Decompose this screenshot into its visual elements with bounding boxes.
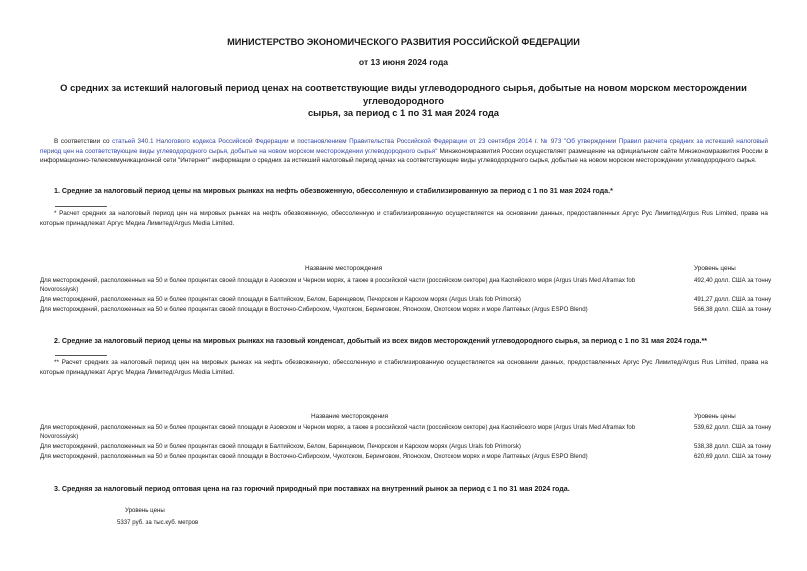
section-3-col-price-header: Уровень цены	[125, 507, 165, 514]
field-name: Для месторождений, расположенных на 50 и более процентах своей площади в Азовском и Черном морях, а также в российской части (российском секторе) дна Каспийского моря (Argus Urals Med Aframax fob Novorossiysk)	[40, 277, 636, 294]
price-value: 538,38 долл. США за тонну	[694, 443, 772, 450]
section-1-heading: 1. Средние за налоговый период цены на мировых рынках на нефть обезвоженную, обессоленную и стабилизированную за период с 1 по 31 мая 2024 года.*	[54, 187, 613, 195]
intro-text-end: Минэкономразвития России осуществляет размещение на официальном сайте Минэкономразвития России в информационно-телекоммуникационной сети "Интернет" информации о средних за истекший налоговый период ценах на соответствующие виды углеводородного сырья, добытые на новом морском месторождении углеводородного сырья.	[40, 147, 768, 165]
document-date: от 13 июня 2024 года	[358, 57, 449, 67]
section-1-col-name-header: Название месторождения	[305, 265, 383, 272]
price-value: 492,40 долл. США за тонну	[694, 277, 772, 284]
footnote-divider-2	[55, 355, 107, 356]
section-2-footnote	[40, 358, 768, 377]
document-title	[40, 82, 767, 120]
tax-code-link[interactable]: статьей 340.1 Налогового кодекса Российской Федерации	[112, 138, 289, 145]
footnote-divider-1	[55, 206, 107, 207]
section-1-footnote	[40, 209, 768, 228]
price-value: 566,38 долл. США за тонну	[694, 306, 772, 313]
gas-price-value: 5337 руб. за тыс.куб. метров	[117, 519, 199, 526]
field-name: Для месторождений, расположенных на 50 и более процентах своей площади в Балтийском, Белом, Баренцевом, Печорском и Карском морях (Argus Urals fob Primorsk)	[40, 296, 521, 303]
price-value: 491,27 долл. США за тонну	[694, 296, 772, 303]
price-value: 620,69 долл. США за тонну	[694, 453, 772, 460]
government-decree-link[interactable]: постановлением Правительства Российской Федерации от 23 сентября 2014 г. № 973 "Об утверждении Правил расчета средних за истекший налоговый период цен на соответствующие виды углеводородного сырья, добытые на новом морском месторождении углеводородного сырья"	[40, 138, 768, 155]
field-name: Для месторождений, расположенных на 50 и более процентах своей площади в Балтийском, Белом, Баренцевом, Печорском и Карском морях (Argus Urals fob Primorsk)	[40, 443, 521, 450]
section-2-heading: 2. Средние за налоговый период цены на мировых рынках на газовый конденсат, добытый из всех видов месторождений углеводородного сырья, за период с 1 по 31 мая 2024 года.**	[54, 337, 707, 345]
intro-paragraph	[40, 137, 768, 166]
field-name: Для месторождений, расположенных на 50 и более процентах своей площади в Азовском и Черном морях, а также в российской части (российском секторе) дна Каспийского моря (Argus Urals Med Aframax fob Novorossiysk)	[40, 424, 636, 441]
section-1-footnote-text: * Расчет средних за налоговый период цен на мировых рынках на нефть обезвоженную, обессоленную и стабилизированную осуществляется на основании данных, предоставленных Аргус Рус Лимитед/Argus Rus Limited, права на которые принадлежат Аргус Медиа Лимитед/Argus Media Limited.	[40, 210, 768, 227]
section-3-heading: 3. Средняя за налоговый период оптовая цена на газ горючий природный при поставках на внутренний рынок за период с 1 по 31 мая 2024 года.	[54, 485, 570, 493]
section-1-col-price-header: Уровень цены	[694, 265, 736, 272]
field-name: Для месторождений, расположенных на 50 и более процентах своей площади в Восточно-Сибирском, Чукотском, Беринговом, Японском, Охотском морях и море Лаптевых (Argus ESPO Blend)	[40, 306, 588, 313]
section-2-col-price-header: Уровень цены	[694, 413, 736, 420]
ministry-name: МИНИСТЕРСТВО ЭКОНОМИЧЕСКОГО РАЗВИТИЯ РОССИЙСКОЙ ФЕДЕРАЦИИ	[227, 37, 580, 47]
field-name: Для месторождений, расположенных на 50 и более процентах своей площади в Восточно-Сибирском, Чукотском, Беринговом, Японском, Охотском морях и море Лаптевых (Argus ESPO Blend)	[40, 453, 588, 460]
intro-text-start: В соответствии со	[54, 138, 113, 145]
intro-text-and: и	[288, 138, 298, 145]
section-2-footnote-text: ** Расчет средних за налоговый период цен на мировых рынках на нефть обезвоженную, обессоленную и стабилизированную осуществляется на основании данных, предоставленных Аргус Рус Лимитед/Argus Rus Limited, права на которые принадлежат Аргус Медиа Лимитед/Argus Media Limited.	[40, 359, 768, 376]
title-line-2: сырья, за период с 1 по 31 мая 2024 года	[307, 107, 500, 118]
section-2-col-name-header: Название месторождения	[311, 413, 389, 420]
title-line-1: О средних за истекший налоговый период ценах на соответствующие виды углеводородного сырья, добытые на новом морском месторождении углеводородного	[60, 82, 747, 106]
price-value: 539,62 долл. США за тонну	[694, 424, 772, 431]
